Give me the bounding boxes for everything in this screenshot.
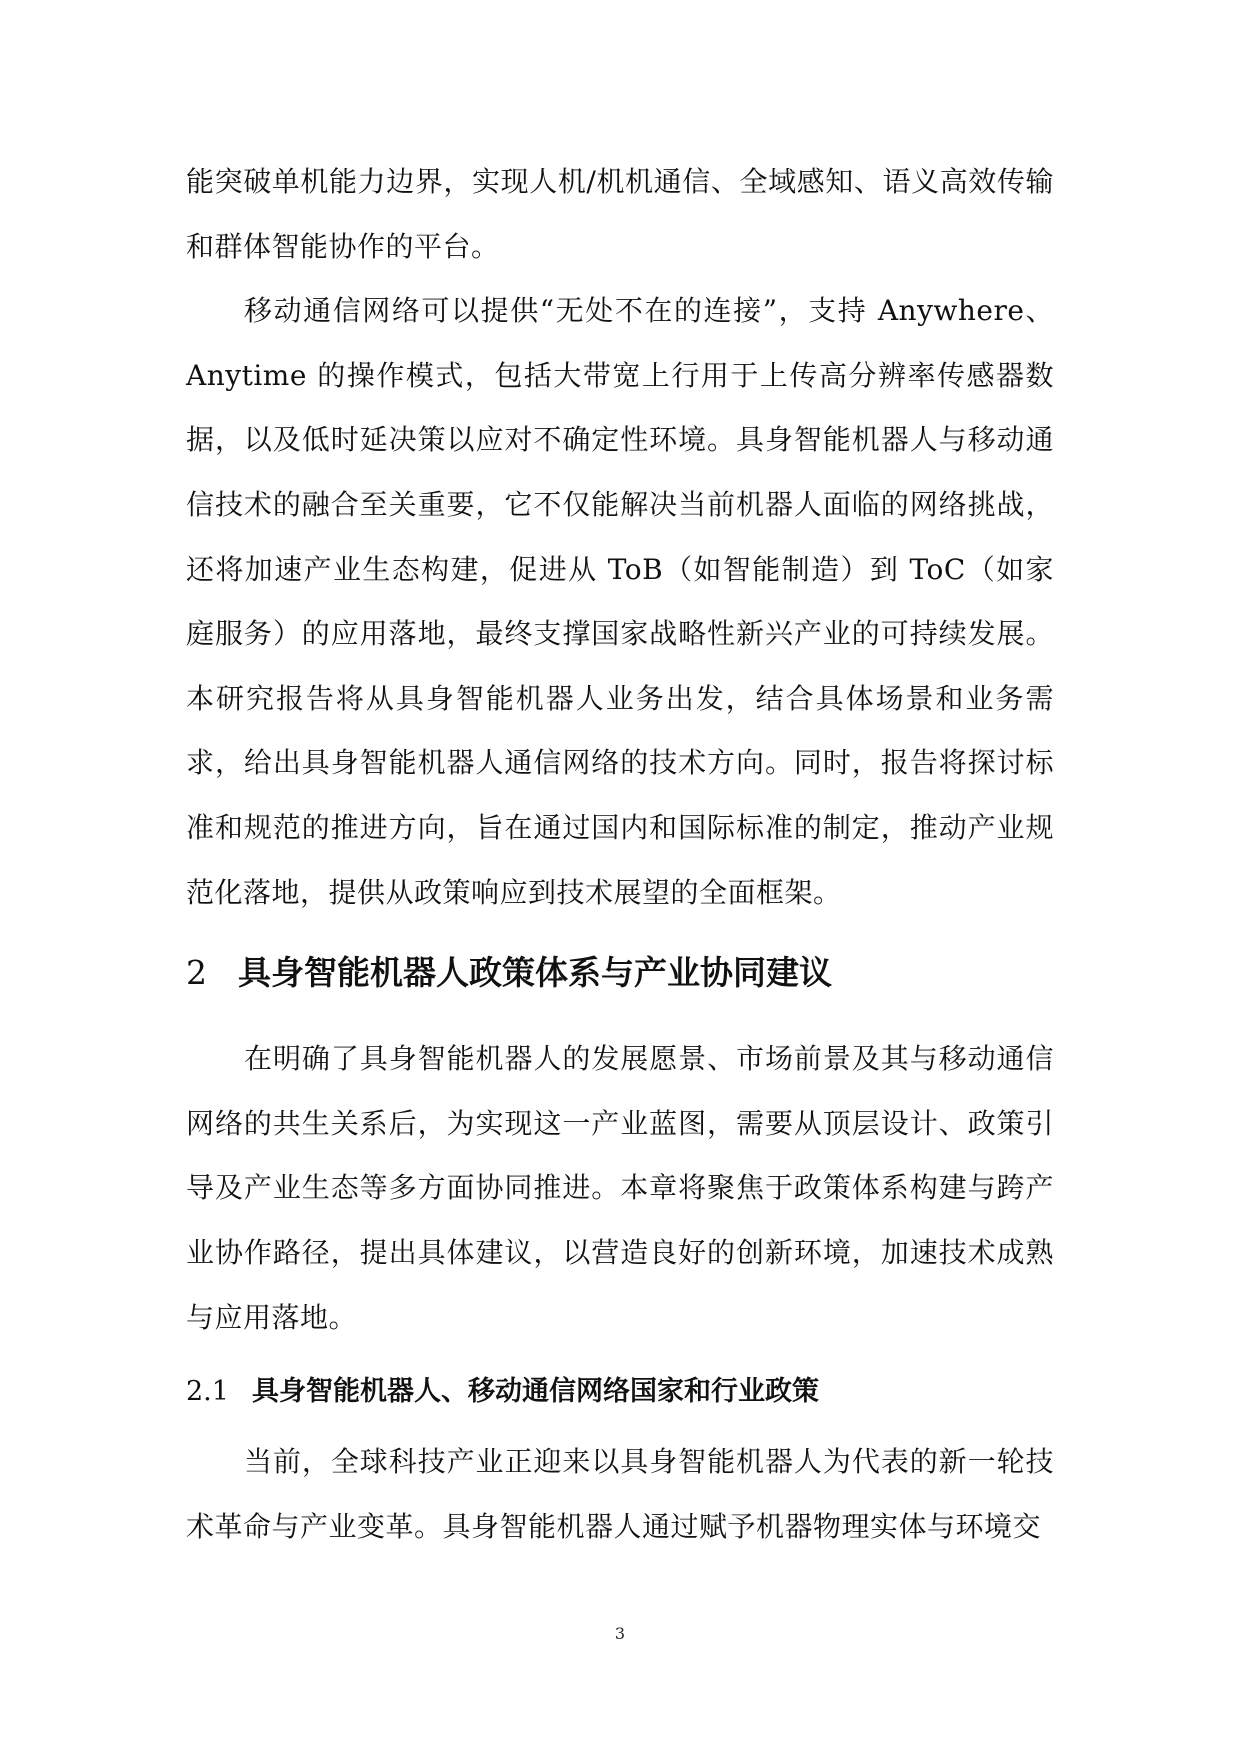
paragraph-continuation: 能突破单机能力边界，实现人机/机机通信、全域感知、语义高效传输和群体智能协作的平台。 [186, 165, 1054, 263]
section-title: 具身智能机器人政策体系与产业协同建议 [238, 953, 832, 993]
subsection-title: 具身智能机器人、移动通信网络国家和行业政策 [252, 1376, 819, 1408]
page-content [186, 150, 1054, 1559]
subsection-number: 2.1 [186, 1376, 229, 1408]
subsection-heading-2-1 [186, 1370, 1054, 1414]
section-number: 2 [186, 953, 207, 993]
paragraph-mobile-network: 移动通信网络可以提供“无处不在的连接”，支持 Anywhere、Anytime 的操作模式，包括大带宽上行用于上传高分辨率传感器数据，以及低时延决策以应对不确定性环境。具身智能机器人与移动通信技术的融合至关重要，它不仅能解决当前机器人面临的网络挑战，还将加速产业生态构建，促进从 ToB（如智能制造）到 ToC（如家庭服务）的应用落地，最终支撑国家战略性新兴产业的可持续发展。本研究报告将从具身智能机器人业务出发，结合具体场景和业务需求，给出具身智能机器人通信网络的技术方向。同时，报告将探讨标准和规范的推进方向，旨在通过国内和国际标准的制定，推动产业规范化落地，提供从政策响应到技术展望的全面框架。 [186, 294, 1054, 909]
paragraph-section-2: 在明确了具身智能机器人的发展愿景、市场前景及其与移动通信网络的共生关系后，为实现这一产业蓝图，需要从顶层设计、政策引导及产业生态等多方面协同推进。本章将聚焦于政策体系构建与跨产业协作路径，提出具体建议，以营造良好的创新环境，加速技术成熟与应用落地。 [186, 1042, 1054, 1334]
paragraph-section-2-1: 当前，全球科技产业正迎来以具身智能机器人为代表的新一轮技术革命与产业变革。具身智能机器人通过赋予机器物理实体与环境交 [186, 1445, 1054, 1543]
page-number: 3 [614, 1624, 626, 1643]
section-heading-2 [186, 949, 1054, 997]
